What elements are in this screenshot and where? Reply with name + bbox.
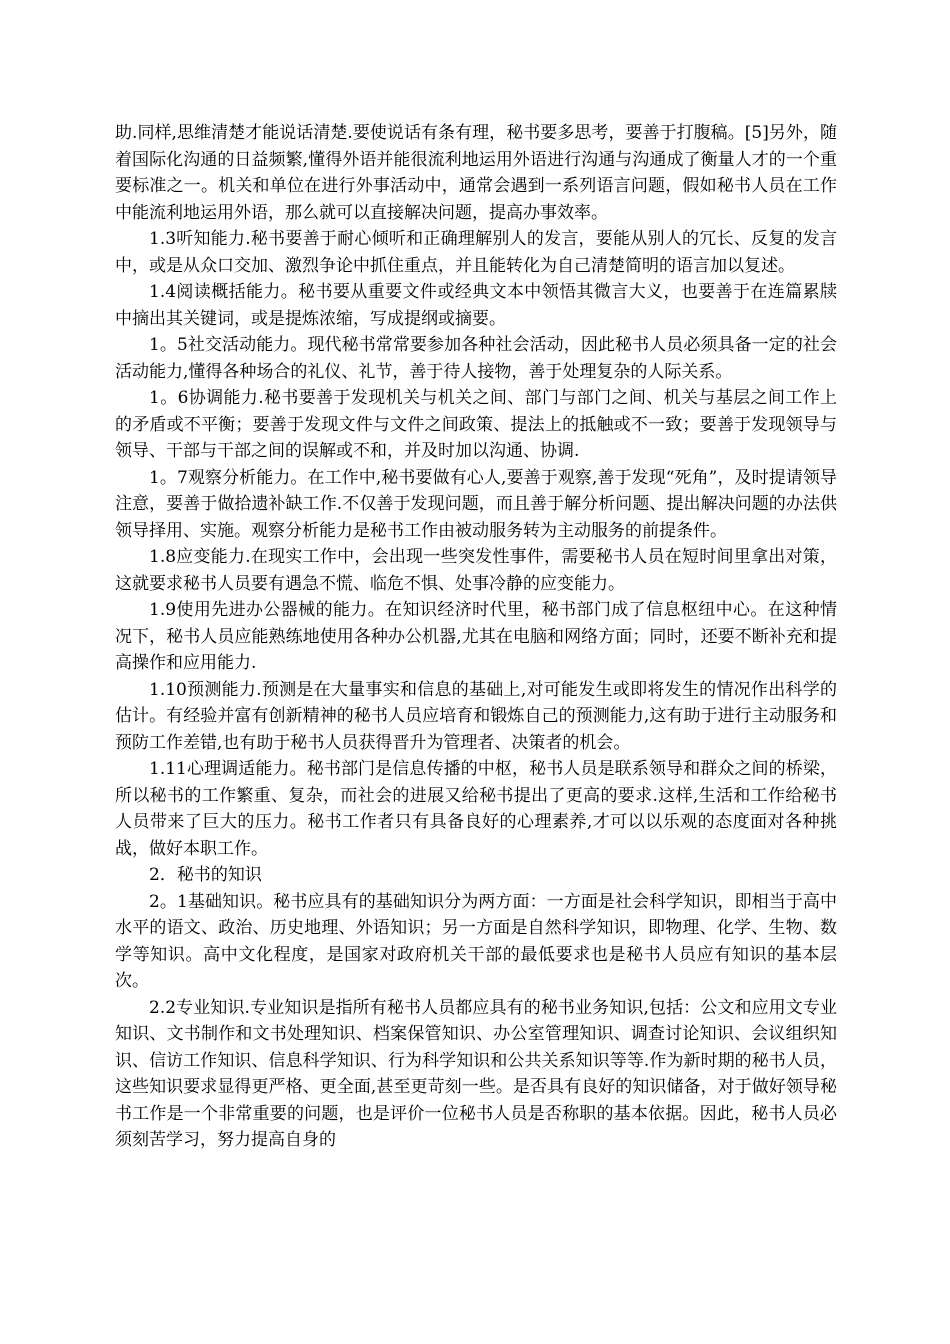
paragraph-social-ability: 1。5社交活动能力。现代秘书常常要参加各种社会活动，因此秘书人员必须具备一定的社会活动能力,懂得各种场合的礼仪、礼节，善于待人接物，善于处理复杂的人际关系。 xyxy=(115,335,837,382)
paragraph-observation-ability: 1。7观察分析能力。在工作中,秘书要做有心人,要善于观察,善于发现“死角”，及时提请领导注意，要善于做拾遗补缺工作.不仅善于发现问题，而且善于解分析问题、提出解决问题的办法供领导择用、实施。观察分析能力是秘书工作由被动服务转为主动服务的前提条件。 xyxy=(115,467,837,541)
document-page xyxy=(115,120,837,1154)
paragraph-continuation: 助.同样,思维清楚才能说话清楚.要使说话有条有理，秘书要多思考，要善于打腹稿。[5]另外，随着国际化沟通的日益频繁,懂得外语并能很流利地运用外语进行沟通与沟通成了衡量人才的一个重要标准之一。机关和单位在进行外事活动中，通常会遇到一系列语言问题，假如秘书人员在工作中能流利地运用外语，那么就可以直接解决问题，提高办事效率。 xyxy=(115,123,837,223)
paragraph-adaptability: 1.8应变能力.在现实工作中，会出现一些突发性事件，需要秘书人员在短时间里拿出对策，这就要求秘书人员要有遇急不慌、临危不惧、处事冷静的应变能力。 xyxy=(115,547,837,594)
section-heading-knowledge: 2．秘书的知识 xyxy=(149,865,262,885)
paragraph-basic-knowledge: 2。1基础知识。秘书应具有的基础知识分为两方面：一方面是社会科学知识，即相当于高中水平的语文、政治、历史地理、外语知识；另一方面是自然科学知识，即物理、化学、生物、数学等知识。高中文化程度，是国家对政府机关干部的最低要求也是秘书人员应有知识的基本层次。 xyxy=(115,891,837,991)
paragraph-listening-ability: 1.3听知能力.秘书要善于耐心倾听和正确理解别人的发言，要能从别人的冗长、反复的发言中，或是从众口交加、激烈争论中抓住重点，并且能转化为自己清楚简明的语言加以复述。 xyxy=(115,229,837,276)
paragraph-office-equipment: 1.9使用先进办公器械的能力。在知识经济时代里，秘书部门成了信息枢纽中心。在这种情况下，秘书人员应能熟练地使用各种办公机器,尤其在电脑和网络方面；同时，还要不断补充和提高操作和应用能力. xyxy=(115,600,837,673)
paragraph-professional-knowledge: 2.2专业知识.专业知识是指所有秘书人员都应具有的秘书业务知识,包括：公文和应用文专业知识、文书制作和文书处理知识、档案保管知识、办公室管理知识、调查讨论知识、会议组织知识、信访工作知识、信息科学知识、行为科学知识和公共关系知识等等.作为新时期的秘书人员，这些知识要求显得更严格、更全面,甚至更苛刻一些。是否具有良好的知识储备，对于做好领导秘书工作是一个非常重要的问题，也是评价一位秘书人员是否称职的基本依据。因此，秘书人员必须刻苦学习，努力提高自身的 xyxy=(115,997,837,1150)
paragraph-prediction-ability: 1.10预测能力.预测是在大量事实和信息的基础上,对可能发生或即将发生的情况作出科学的估计。有经验并富有创新精神的秘书人员应培育和锻炼自己的预测能力,这有助于进行主动服务和预防工作差错,也有助于秘书人员获得晋升为管理者、决策者的机会。 xyxy=(115,679,837,753)
paragraph-reading-ability: 1.4阅读概括能力。秘书要从重要文件或经典文本中领悟其微言大义，也要善于在连篇累牍中摘出其关键词，或是提炼浓缩，写成提纲或摘要。 xyxy=(115,282,837,329)
paragraph-psychological-adjustment: 1.11心理调适能力。秘书部门是信息传播的中枢，秘书人员是联系领导和群众之间的桥梁，所以秘书的工作繁重、复杂，而社会的进展又给秘书提出了更高的要求.这样,生活和工作给秘书人员带来了巨大的压力。秘书工作者只有具备良好的心理素养,才可以以乐观的态度面对各种挑战，做好本职工作。 xyxy=(115,759,837,859)
paragraph-coordination-ability: 1。6协调能力.秘书要善于发现机关与机关之间、部门与部门之间、机关与基层之间工作上的矛盾或不平衡；要善于发现文件与文件之间政策、提法上的抵触或不一致；要善于发现领导与领导、干部与干部之间的误解或不和，并及时加以沟通、协调. xyxy=(115,388,837,461)
